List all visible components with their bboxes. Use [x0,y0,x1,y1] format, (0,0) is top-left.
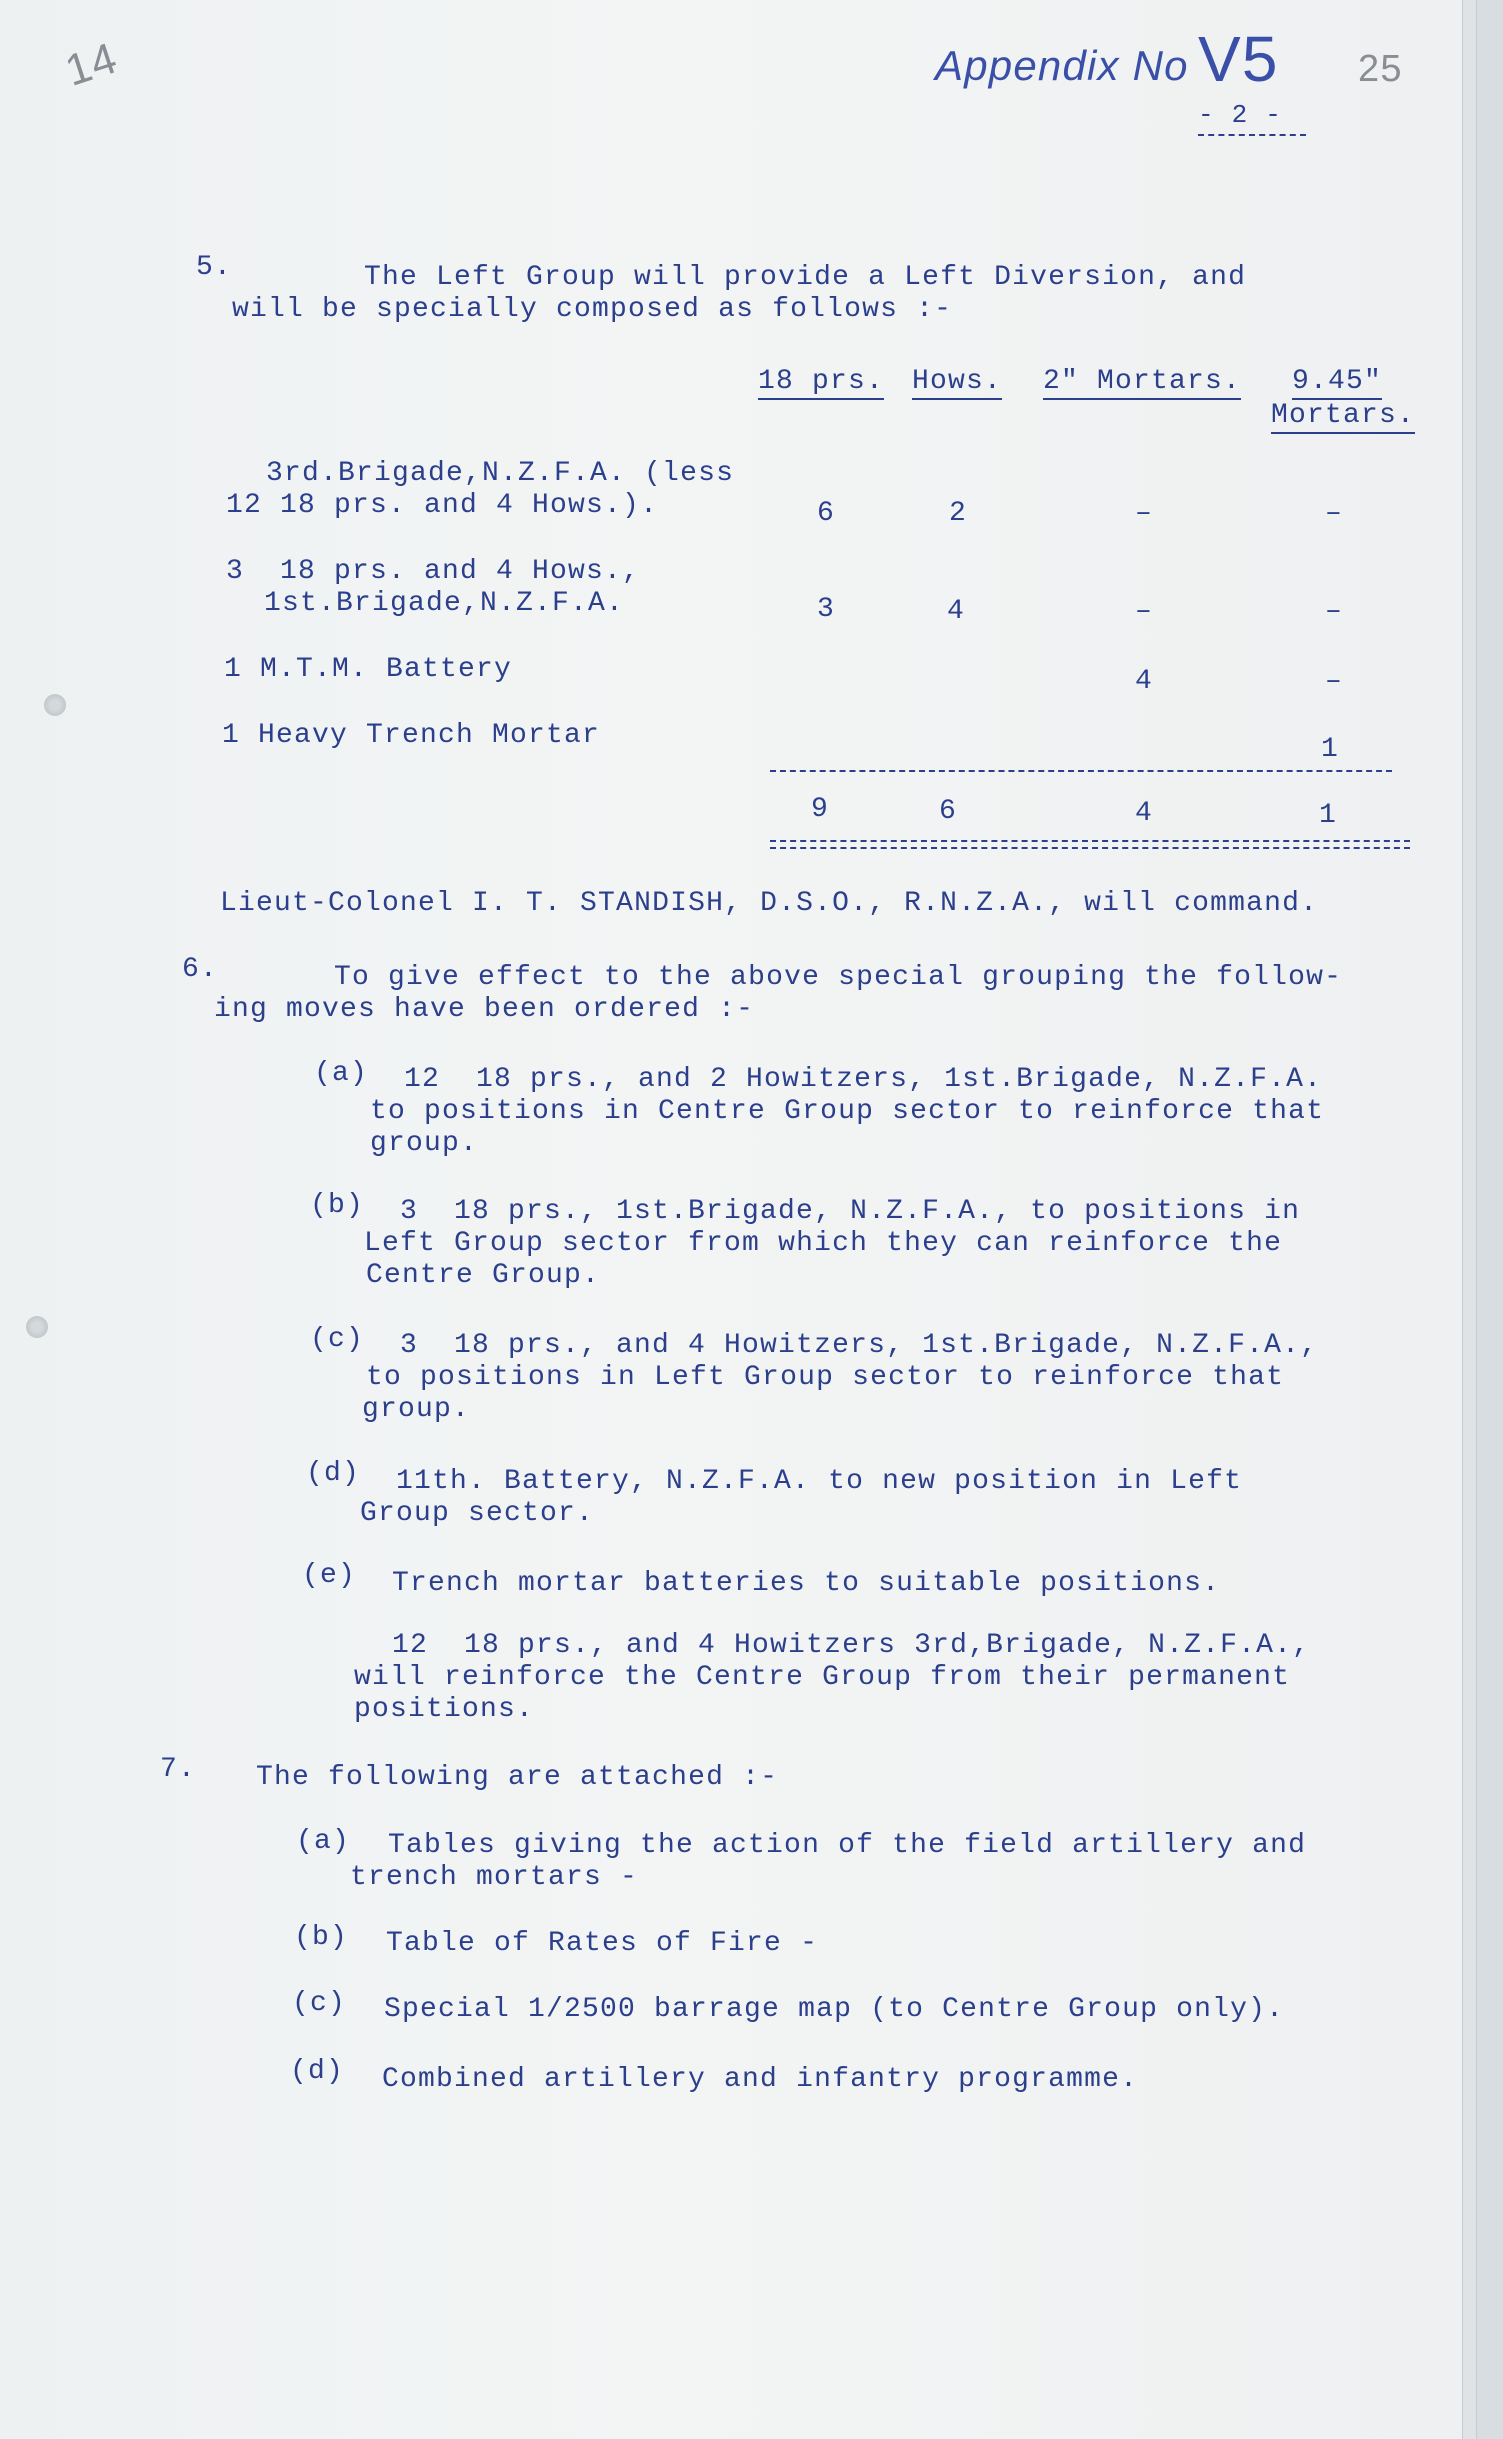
para6-item-c-line1: 3 18 prs., and 4 Howitzers, 1st.Brigade, N.Z.F.A., [400,1330,1319,1361]
totals-double-rule [770,840,1410,849]
total-18prs: 9 [810,794,829,825]
command-line: Lieut-Colonel I. T. STANDISH, D.S.O., R.N.Z.A., will command. [220,888,1319,919]
para6-line1: To give effect to the above special grouping the follow- [334,962,1343,993]
para6-line2: ing moves have been ordered :- [214,994,755,1025]
para6-item-a-line1: 12 18 prs., and 2 Howitzers, 1st.Brigade, N.Z.F.A. [404,1064,1323,1095]
para7-intro: The following are attached :- [256,1762,779,1793]
row1-18prs: 6 [816,498,835,529]
page-stamp: 25 [1358,48,1403,90]
para6-item-e-label: (e) [302,1560,357,1591]
col-header-hows: Hows. [912,366,1002,400]
row2-label-line2: 1st.Brigade,N.Z.F.A. [264,588,625,619]
para6-number: 6. [182,954,219,985]
para6-item-e-line1: Trench mortar batteries to suitable positions. [392,1568,1221,1599]
para6-closing-line2: will reinforce the Centre Group from their permanent [354,1662,1291,1693]
row1-2in-mortars: – [1134,498,1153,529]
para7-item-a-label: (a) [296,1826,351,1857]
row1-945-mortars: – [1324,498,1343,529]
para7-item-a-line1: Tables giving the action of the field artillery and [388,1830,1307,1861]
para5-number: 5. [196,252,233,283]
para6-item-d-label: (d) [306,1458,361,1489]
para6-item-b-line1: 3 18 prs., 1st.Brigade, N.Z.F.A., to positions in [400,1196,1301,1227]
para6-item-b-label: (b) [310,1190,365,1221]
para6-item-c-line2: to positions in Left Group sector to reinforce that [366,1362,1285,1393]
row3-945-mortars: – [1324,666,1343,697]
para6-closing-line3: positions. [354,1694,535,1725]
pencil-folio-number: 14 [59,33,124,96]
para7-item-c-line1: Special 1/2500 barrage map (to Centre Group only). [384,1994,1285,2025]
total-945-mortars: 1 [1318,800,1337,831]
para7-item-a-line2: trench mortars - [350,1862,639,1893]
row3-2in-mortars: 4 [1134,666,1153,697]
para6-item-b-line3: Centre Group. [366,1260,601,1291]
para6-item-d-line1: 11th. Battery, N.Z.F.A. to new position in Left [396,1466,1243,1497]
para7-item-b-line1: Table of Rates of Fire - [386,1928,819,1959]
row2-hows: 4 [946,596,965,627]
para6-item-a-line2: to positions in Centre Group sector to reinforce that [370,1096,1325,1127]
row4-945-mortars: 1 [1320,734,1339,765]
total-2in-mortars: 4 [1134,798,1153,829]
row2-label-line1: 3 18 prs. and 4 Hows., [226,556,641,587]
page-number-underline [1198,134,1306,136]
para7-item-b-label: (b) [294,1922,349,1953]
para7-item-c-label: (c) [292,1988,347,2019]
para7-item-d-line1: Combined artillery and infantry programme. [382,2064,1139,2095]
underlying-page-edge-2 [1476,0,1503,2439]
appendix-label: Appendix No [935,42,1189,89]
punch-hole [26,1316,48,1338]
row1-label-line2: 12 18 prs. and 4 Hows.). [226,490,659,521]
totals-rule [770,770,1392,772]
col-header-18prs: 18 prs. [758,366,884,400]
col-header-945-mortars-2: Mortars. [1271,400,1415,434]
punch-hole [44,694,66,716]
row1-hows: 2 [948,498,967,529]
row2-2in-mortars: – [1134,596,1153,627]
appendix-number: V5 [1198,23,1279,95]
row1-label-line1: 3rd.Brigade,N.Z.F.A. (less [266,458,735,489]
para6-item-a-line3: group. [370,1128,479,1159]
row2-18prs: 3 [816,594,835,625]
underlying-page-edge [1462,0,1477,2439]
para7-item-d-label: (d) [290,2056,345,2087]
para5-line1: The Left Group will provide a Left Diversion, and [364,262,1247,293]
row2-945-mortars: – [1324,596,1343,627]
para6-item-c-line3: group. [362,1394,471,1425]
col-header-945-mortars: 9.45" [1292,366,1382,400]
para6-item-a-label: (a) [314,1058,369,1089]
row4-label: 1 Heavy Trench Mortar [222,720,601,751]
page-number: - 2 - [1198,100,1283,130]
para7-number: 7. [160,1754,197,1785]
para6-item-c-label: (c) [310,1324,365,1355]
total-hows: 6 [938,796,957,827]
row3-label: 1 M.T.M. Battery [224,654,513,685]
col-header-2in-mortars: 2" Mortars. [1043,366,1241,400]
para6-item-b-line2: Left Group sector from which they can reinforce the [364,1228,1283,1259]
para6-closing-line1: 12 18 prs., and 4 Howitzers 3rd,Brigade, N.Z.F.A., [392,1630,1311,1661]
para6-item-d-line2: Group sector. [360,1498,595,1529]
para5-line2: will be specially composed as follows :- [232,294,953,325]
